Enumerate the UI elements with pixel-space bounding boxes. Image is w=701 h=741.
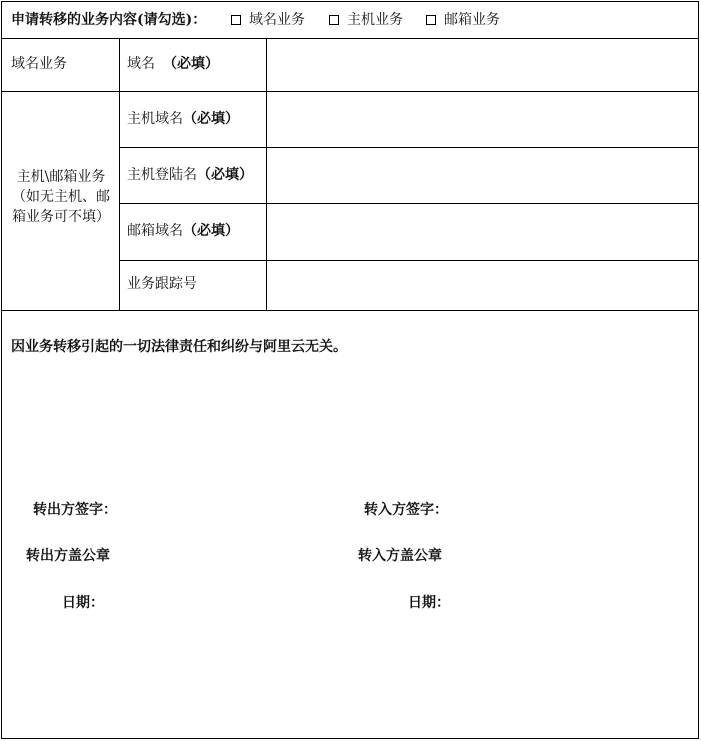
option-mail-label: 邮箱业务 (444, 12, 500, 28)
option-host-label: 主机业务 (347, 12, 403, 28)
field-label-host-domain: 主机域名（必填） (127, 111, 239, 127)
field-label-domain: 域名 （必填） (127, 56, 219, 72)
category-domain: 域名业务 (11, 56, 67, 72)
checkbox-host[interactable] (329, 15, 339, 25)
option-domain[interactable] (231, 11, 305, 29)
domain-input[interactable] (267, 39, 698, 91)
field-label-tracking: 业务跟踪号 (127, 276, 197, 292)
field-label-host-login: 主机登陆名（必填） (127, 167, 253, 183)
out-date-label: 日期： (62, 595, 104, 611)
option-host[interactable] (329, 11, 403, 29)
in-sign-label: 转入方签字： (364, 502, 448, 518)
category-host-mail: 主机\邮箱业务 （如无主机、邮 箱业务可不填） (12, 169, 110, 225)
in-seal-label: 转入方盖公章 (358, 548, 442, 564)
option-domain-label: 域名业务 (249, 12, 305, 28)
divider-col1 (119, 38, 120, 311)
checkbox-mail[interactable] (426, 15, 436, 25)
transfer-form (1, 1, 699, 739)
field-label-mail-domain: 邮箱域名（必填） (127, 223, 239, 239)
host-domain-input[interactable] (267, 92, 698, 147)
in-date-label: 日期： (408, 595, 450, 611)
divider-table-end (2, 310, 698, 311)
tracking-input[interactable] (267, 261, 698, 310)
option-mail[interactable] (426, 11, 500, 29)
checkbox-domain[interactable] (231, 15, 241, 25)
out-seal-label: 转出方盖公章 (26, 548, 110, 564)
host-login-input[interactable] (267, 148, 698, 203)
out-sign-label: 转出方签字： (33, 502, 117, 518)
form-title: 申请转移的业务内容(请勾选)： (11, 12, 207, 28)
mail-domain-input[interactable] (267, 204, 698, 260)
disclaimer: 因业务转移引起的一切法律责任和纠纷与阿里云无关。 (11, 339, 347, 355)
